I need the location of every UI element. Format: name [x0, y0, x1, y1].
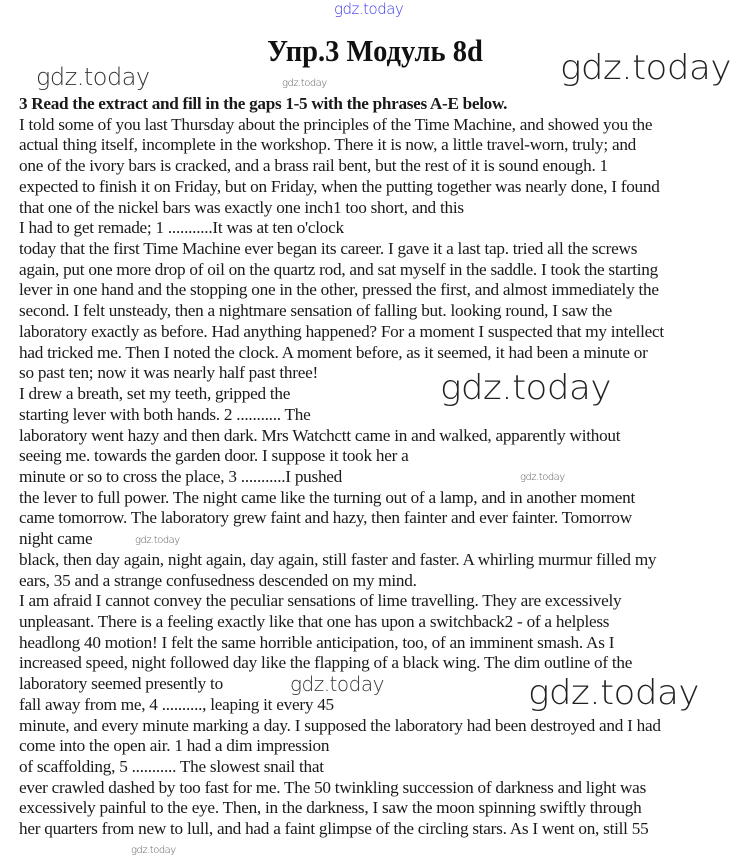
- text-line: came tomorrow. The laboratory grew faint and hazy, then fainter and ever fainter. Tomorrow: [19, 508, 632, 528]
- document-body: [19, 94, 664, 840]
- text-line: laboratory went hazy and then dark. Mrs Watchctt came in and walked, apparently without: [19, 425, 621, 445]
- text-line: minute or so to cross the place, 3 ...........I pushed: [19, 466, 343, 486]
- watermark-right-big-2: gdz.today: [528, 673, 699, 713]
- page-title: Упр.3 Модуль 8d: [267, 33, 483, 68]
- text-line: minute, and every minute marking a day. I supposed the laboratory had been destroyed and I had: [19, 715, 661, 735]
- text-line: laboratory exactly as before. Had anything happened? For a moment I suspected that my intellect: [19, 321, 664, 341]
- watermark-inline: gdz.today: [290, 672, 384, 696]
- text-line: again, put one more drop of oil on the quartz rod, and sat myself in the saddle. I took the starting: [19, 259, 658, 279]
- text-line: actual thing itself, incomplete in the workshop. There it is now, a little travel-worn, truly; and: [19, 135, 637, 155]
- text-line: expected to finish it on Friday, but on Friday, when the putting together was nearly done, I found: [19, 176, 660, 196]
- text-line: seeing me. towards the garden door. I suppose it took her a: [19, 446, 409, 466]
- text-line: that one of the nickel bars was exactly one inch1 too short, and this: [19, 197, 464, 217]
- text-line: come into the open air. 1 had a dim impression: [19, 736, 330, 756]
- text-line: I told some of you last Thursday about the principles of the Time Machine, and showed you the: [19, 114, 653, 134]
- text-line: laboratory seemed presently to: [19, 674, 223, 694]
- text-line: lever in one hand and the stopping one in the other, pressed the first, and almost immediately the: [19, 280, 659, 300]
- extract-text: [19, 115, 664, 840]
- watermark-top: gdz.today: [334, 0, 404, 18]
- text-line: of scaffolding, 5 ........... The slowest snail that: [19, 757, 324, 776]
- text-line: had tricked me. Then I noted the clock. A moment before, as it seemed, it had been a minute or: [19, 342, 648, 362]
- watermark-left: gdz.today: [36, 63, 150, 91]
- text-line: night came: [19, 529, 93, 549]
- text-line: today that the first Time Machine ever began its career. I gave it a last tap. tried all the screws: [19, 239, 638, 259]
- text-line: second. I felt unsteady, then a nightmare sensation of falling but. looking round, I saw the: [19, 301, 613, 321]
- text-line: headlong 40 motion! I felt the same horrible anticipation, too, of an imminent smash. As I: [19, 632, 615, 652]
- watermark-small: gdz.today: [131, 845, 176, 856]
- text-line: one of the ivory bars is cracked, and a brass rail bent, but the rest of it is sound enough. 1: [19, 156, 608, 176]
- text-line: I drew a breath, set my teeth, gripped the: [19, 384, 291, 404]
- text-line: I am afraid I cannot convey the peculiar sensations of lime travelling. They are excessively: [19, 591, 622, 611]
- watermark-small: gdz.today: [282, 78, 327, 89]
- text-line: ever crawled dashed by too fast for me. The 50 twinkling succession of darkness and light was: [19, 777, 647, 797]
- text-line: ears, 35 and a strange confusedness descended on my mind.: [19, 570, 417, 590]
- watermark-small: gdz.today: [135, 535, 180, 546]
- text-line: excessively painful to the eye. Then, in the darkness, I saw the moon spinning swiftly through: [19, 798, 642, 818]
- text-line: the lever to full power. The night came like the turning out of a lamp, and in another moment: [19, 487, 636, 507]
- watermark-small: gdz.today: [520, 472, 565, 483]
- watermark-center-big: gdz.today: [440, 368, 611, 408]
- text-line: I had to get remade; 1 ...........It was at ten o'clock: [19, 218, 344, 238]
- instruction: 3 Read the extract and fill in the gaps 1-5 with the phrases A-E below.: [19, 94, 508, 113]
- text-line: unpleasant. There is a feeling exactly like that one has upon a switchback2 - of a helpless: [19, 611, 610, 631]
- text-line: black, then day again, night again, day again, still faster and faster. A whirling murmur filled my: [19, 549, 657, 569]
- text-line: so past ten; now it was nearly half past three!: [19, 363, 318, 383]
- text-line: her quarters from new to lull, and had a faint glimpse of the circling stars. As I went on, still 55: [19, 819, 649, 839]
- text-line: starting lever with both hands. 2 ........... The: [19, 404, 311, 424]
- watermark-right-big: gdz.today: [560, 48, 731, 88]
- text-line: fall away from me, 4 .........., leaping it every 45: [19, 694, 334, 714]
- text-line: increased speed, night followed day like the flapping of a black wing. The dim outline of the: [19, 653, 633, 673]
